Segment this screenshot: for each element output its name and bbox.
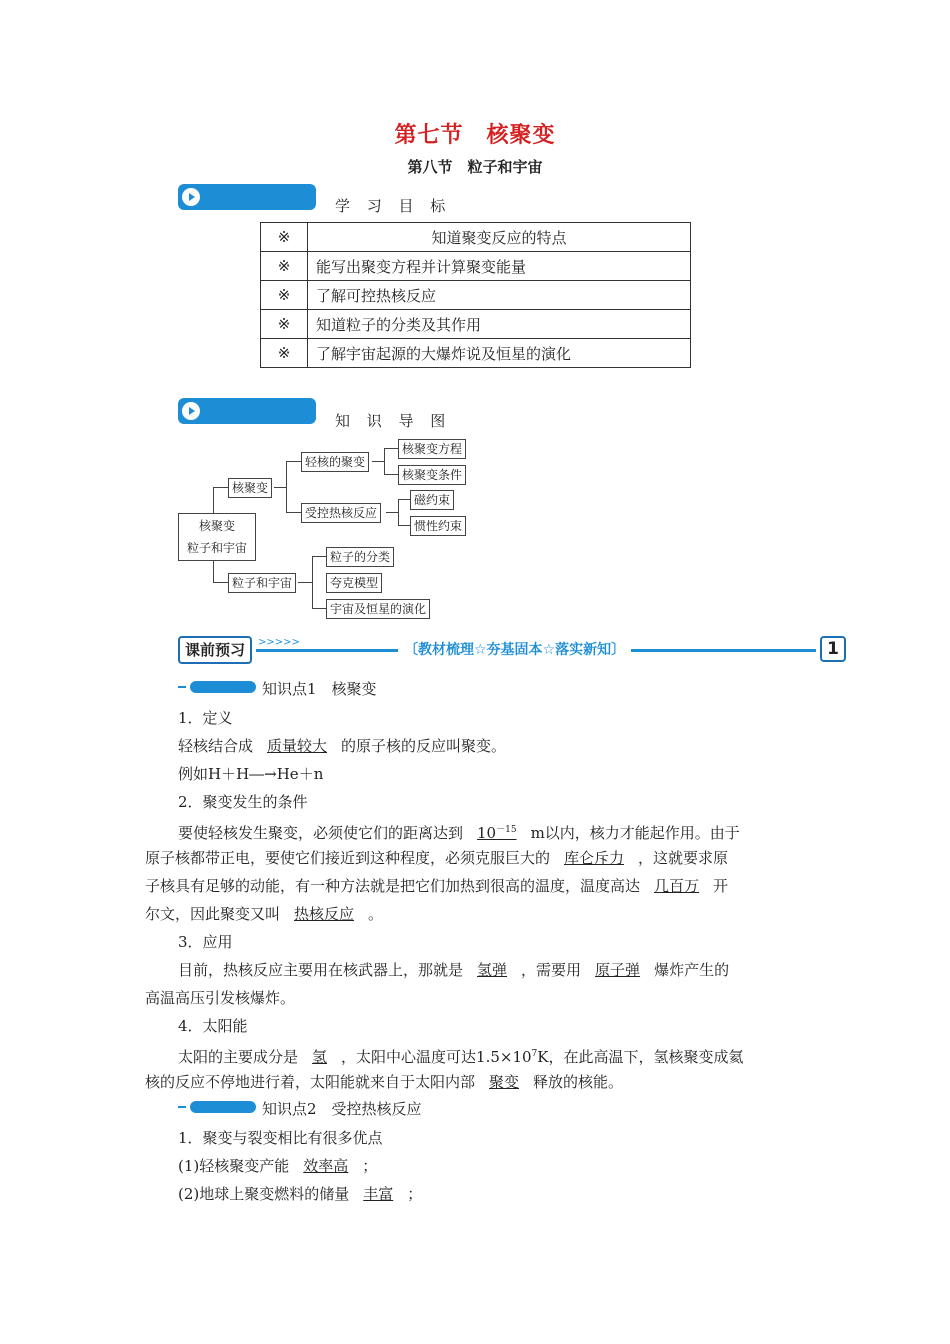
para-solar-heading: 4．太阳能 (178, 1017, 248, 1035)
kp1-heading: 知识点1 核聚变 (262, 680, 377, 698)
goals-table (260, 222, 691, 368)
para-solar-2: 核的反应不停地进行着，太阳能就来自于太阳内部 聚变 释放的核能。 (145, 1073, 624, 1091)
para-application-heading: 3．应用 (178, 933, 233, 951)
para-condition-4: 尔文，因此聚变又叫 热核反应 。 (145, 905, 384, 923)
map-node-b1b1: 磁约束 (410, 490, 454, 510)
kp2-heading: 知识点2 受控热核反应 (262, 1100, 422, 1118)
section-banner-map (178, 398, 316, 424)
preview-number: 1 (820, 636, 846, 662)
play-icon (182, 188, 200, 206)
kp-badge (190, 681, 256, 693)
para-advantage-1: (1)轻核聚变产能 效率高 ； (178, 1157, 378, 1175)
para-solar-1: 太阳的主要成分是 氢 ，太阳中心温度可达$1.5\times 10^7K$，在此高温下，氢核聚变成氦 (178, 1048, 744, 1066)
para-condition-2: 原子核都带正电，要使它们接近到这种程度，必须克服巨大的 库仑斥力 ，这就要求原 (145, 849, 729, 867)
map-node-b1a1: 核聚变方程 (398, 439, 466, 459)
kp-badge (190, 1101, 256, 1113)
preview-slogan: 〔教材梳理☆夯基固本☆落实新知〕 (398, 639, 631, 659)
preview-tag: 课前预习 (178, 636, 252, 664)
para-condition-heading: 2．聚变发生的条件 (178, 793, 308, 811)
section-label-goals: 学 习 目 标 (335, 197, 452, 215)
para-advantage-2: (2)地球上聚变燃料的储量 丰富 ； (178, 1185, 423, 1203)
map-node-b2: 粒子和宇宙 (228, 573, 296, 593)
para-definition-heading: 1．定义 (178, 709, 233, 727)
para-condition-1: 要使轻核发生聚变，必须使它们的距离达到 $10^{-15}$ m以内，核力才能起作用。由于 (178, 824, 740, 842)
page-subtitle: 第八节 粒子和宇宙 (407, 158, 543, 176)
map-node-b1b: 受控热核反应 (301, 503, 381, 523)
goal-row: ※ 知道聚变反应的特点 (261, 223, 691, 252)
goal-row: ※ 知道粒子的分类及其作用 (261, 310, 691, 339)
map-node-b1a2: 核聚变条件 (398, 465, 466, 485)
map-node-b1a: 轻核的聚变 (301, 452, 369, 472)
para-condition-3: 子核具有足够的动能，有一种方法就是把它们加热到很高的温度，温度高达 几百万 开 (145, 877, 729, 895)
map-node-b2a: 粒子的分类 (326, 547, 394, 567)
map-node-b1: 核聚变 (228, 478, 272, 498)
preview-header (178, 636, 848, 664)
section-label-map: 知 识 导 图 (335, 412, 452, 430)
para-example: 例如H＋H―→He＋n (178, 765, 324, 783)
page-title: 第七节 核聚变 (394, 123, 556, 148)
para-application-1: 目前，热核反应主要用在核武器上，那就是 氢弹 ，需要用 原子弹 爆炸产生的 (178, 961, 730, 979)
map-root: 核聚变 粒子和宇宙 (178, 513, 256, 561)
map-node-b2b: 夸克模型 (326, 573, 382, 593)
para-application-2: 高温高压引发核爆炸。 (145, 989, 296, 1007)
goal-row: ※ 了解宇宙起源的大爆炸说及恒星的演化 (261, 339, 691, 368)
play-icon (182, 402, 200, 420)
para-definition: 轻核结合成 质量较大 的原子核的反应叫聚变。 (178, 737, 507, 755)
para-advantage-heading: 1．聚变与裂变相比有很多优点 (178, 1129, 383, 1147)
map-node-b1b2: 惯性约束 (410, 516, 466, 536)
arrows-icon: >>>>> (258, 637, 300, 648)
goal-row: ※ 了解可控热核反应 (261, 281, 691, 310)
goal-row: ※ 能写出聚变方程并计算聚变能量 (261, 252, 691, 281)
section-banner-goals (178, 184, 316, 210)
map-node-b2c: 宇宙及恒星的演化 (326, 599, 430, 619)
